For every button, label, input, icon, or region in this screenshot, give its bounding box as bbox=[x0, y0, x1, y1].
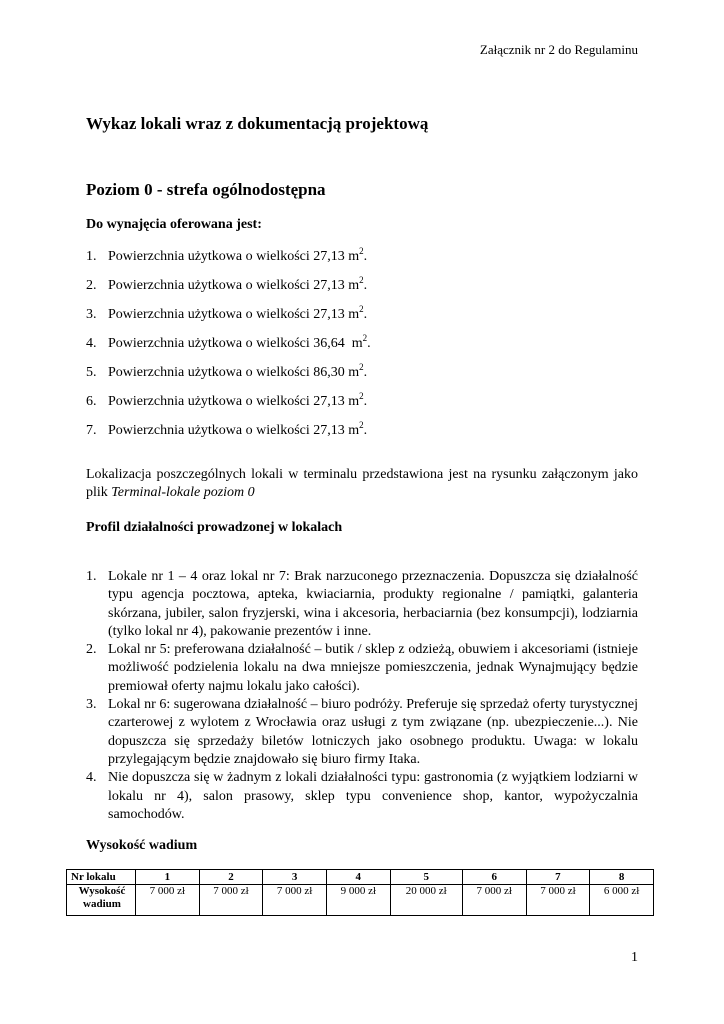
table-cell: 7 bbox=[526, 870, 590, 885]
list-item-text: Powierzchnia użytkowa o wielkości 27,13 m bbox=[108, 394, 360, 409]
table-cell: 3 bbox=[263, 870, 327, 885]
list-item-end: . bbox=[363, 365, 368, 380]
deposit-heading: Wysokość wadium bbox=[86, 838, 198, 853]
offer-heading: Do wynajęcia oferowana jest: bbox=[86, 217, 262, 232]
location-paragraph bbox=[86, 466, 638, 502]
list-item-end: . bbox=[367, 336, 371, 351]
list-item-text: Powierzchnia użytkowa o wielkości 27,13 m bbox=[108, 278, 360, 293]
superscript: 2 bbox=[359, 246, 364, 256]
table-cell: 6 000 zł bbox=[590, 885, 654, 916]
table-row bbox=[67, 885, 654, 916]
table-cell: 7 000 zł bbox=[462, 885, 526, 916]
list-item-number: 2. bbox=[86, 642, 97, 658]
list-item bbox=[86, 769, 638, 824]
label-line: Wysokość bbox=[78, 885, 126, 897]
list-item-text: Lokal nr 6: sugerowana działalność – biuro podróży. Preferuje się sprzedaż oferty turystycznej czarterowej z wylotem z Wrocławia oraz usługi z tym związane (np. ubezpieczenie...). Nie dopuszcza się sprzedaży biletów lotniczych jako osobnego produktu. Uwaga: w lokalu przylegającym będzie znajdowało się biuro firmy Itaka. bbox=[108, 697, 638, 767]
table-cell: Nr lokalu bbox=[67, 870, 136, 885]
list-item bbox=[86, 304, 368, 323]
page-number: 1 bbox=[631, 950, 638, 965]
table-cell: 7 000 zł bbox=[136, 885, 200, 916]
table-cell: 7 000 zł bbox=[199, 885, 263, 916]
list-item-text: Powierzchnia użytkowa o wielkości 27,13 m bbox=[108, 423, 360, 438]
superscript: 2 bbox=[362, 333, 368, 343]
deposit-table bbox=[66, 869, 654, 916]
list-item-number: 5. bbox=[86, 365, 97, 380]
list-item bbox=[86, 420, 368, 439]
list-item-end: . bbox=[363, 423, 368, 438]
list-item-number: 2. bbox=[86, 278, 97, 293]
superscript: 2 bbox=[359, 362, 364, 372]
table-cell: 8 bbox=[590, 870, 654, 885]
superscript: 2 bbox=[359, 275, 364, 285]
list-item bbox=[86, 696, 638, 769]
table-cell: 20 000 zł bbox=[390, 885, 462, 916]
list-item-number: 3. bbox=[86, 697, 97, 713]
table-row bbox=[67, 870, 654, 885]
list-item-end: . bbox=[363, 394, 368, 409]
section-title: Poziom 0 - strefa ogólnodostępna bbox=[86, 180, 326, 199]
list-item-text: Powierzchnia użytkowa o wielkości 27,13 m bbox=[108, 249, 360, 264]
list-item-end: . bbox=[363, 249, 368, 264]
list-item-text: Powierzchnia użytkowa o wielkości 27,13 m bbox=[108, 307, 360, 322]
list-item-text: Lokale nr 1 – 4 oraz lokal nr 7: Brak narzuconego przeznaczenia. Dopuszcza się działalność typu agencja pocztowa, apteka, kwiaciarnia, produkty regionalne / pamiątki, galanteria skórzana, jubiler, salon fryzjerski, wina i akcesoria, herbaciarnia (bez konsumpcji), lodziarnia (tylko lokal nr 4), pakowanie prezentów i inne. bbox=[108, 569, 638, 639]
list-item-number: 1. bbox=[86, 249, 97, 264]
list-item-number: 3. bbox=[86, 307, 97, 322]
table-cell: 5 bbox=[390, 870, 462, 885]
list-item bbox=[86, 568, 638, 641]
superscript: 2 bbox=[359, 420, 364, 430]
list-item bbox=[86, 362, 368, 381]
location-text: Lokalizacja poszczególnych lokali w terminalu przedstawiona jest na rysunku załączonym jako plik bbox=[86, 467, 638, 500]
list-item-text: Powierzchnia użytkowa o wielkości 86,30 m bbox=[108, 365, 360, 380]
document-title: Wykaz lokali wraz z dokumentacją projektową bbox=[86, 114, 429, 133]
file-name: Terminal-lokale poziom 0 bbox=[111, 485, 255, 500]
superscript: 2 bbox=[359, 304, 364, 314]
list-item bbox=[86, 275, 368, 294]
table-cell bbox=[67, 885, 136, 916]
table-cell: 1 bbox=[136, 870, 200, 885]
list-item-number: 6. bbox=[86, 394, 97, 409]
list-item-text: Lokal nr 5: preferowana działalność – butik / sklep z odzieżą, obuwiem i akcesoriami (istnieje możliwość podzielenia lokalu na dwa mniejsze pomieszczenia, jednak Wynajmujący będzie premiował oferty najmu lokalu jako całości). bbox=[108, 642, 638, 694]
table-cell: 4 bbox=[326, 870, 390, 885]
attachment-label: Załącznik nr 2 do Regulaminu bbox=[479, 42, 638, 57]
list-item-number: 1. bbox=[86, 569, 97, 584]
list-item bbox=[86, 641, 638, 696]
label-line: wadium bbox=[83, 898, 121, 910]
list-item-number: 7. bbox=[86, 423, 97, 438]
table-cell: 2 bbox=[199, 870, 263, 885]
list-item bbox=[86, 391, 368, 410]
table-cell: 9 000 zł bbox=[326, 885, 390, 916]
list-item-end: . bbox=[363, 278, 368, 293]
list-item bbox=[86, 333, 371, 352]
table-cell: 6 bbox=[462, 870, 526, 885]
superscript: 2 bbox=[359, 391, 364, 401]
list-item-number: 4. bbox=[86, 336, 97, 351]
table-cell: 7 000 zł bbox=[526, 885, 590, 916]
list-item-end: . bbox=[363, 307, 368, 322]
list-item-number: 4. bbox=[86, 770, 97, 786]
list-item-text: Powierzchnia użytkowa o wielkości 36,64 m bbox=[108, 336, 363, 351]
profile-heading: Profil działalności prowadzonej w lokalach bbox=[86, 520, 343, 535]
table-cell: 7 000 zł bbox=[263, 885, 327, 916]
profile-list bbox=[86, 568, 638, 824]
list-item bbox=[86, 246, 368, 265]
list-item-text: Nie dopuszcza się w żadnym z lokali działalności typu: gastronomia (z wyjątkiem lodziarni w lokalu nr 4), salon prasowy, sklep typu convenience shop, kantor, wypożyczalnia samochodów. bbox=[108, 770, 638, 822]
